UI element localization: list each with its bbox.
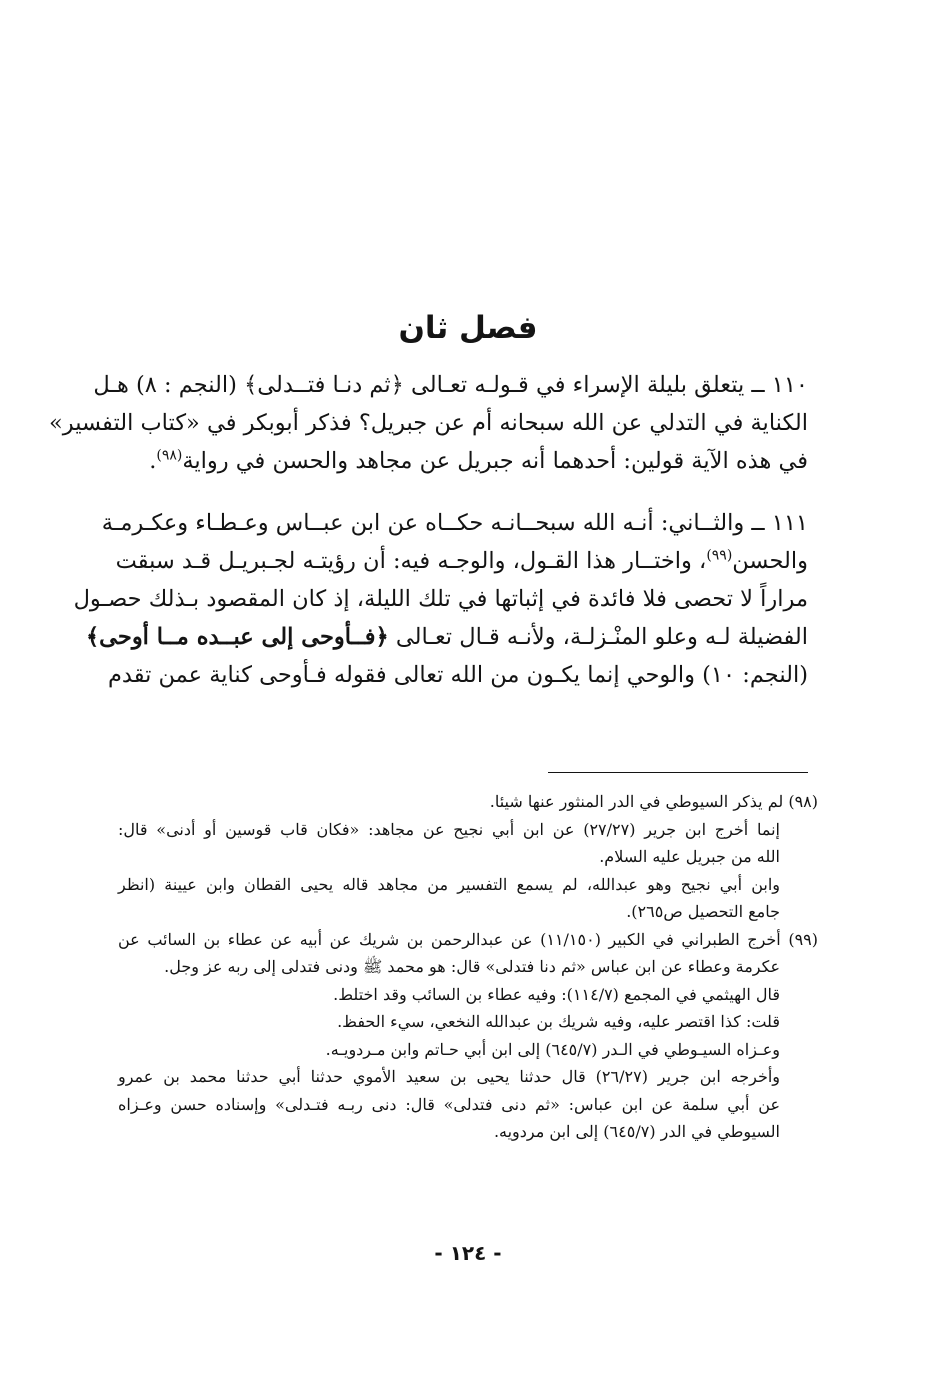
- paragraph-line: ١١٠ ــ يتعلق بليلة الإسراء في قـولـه تعـالى ﴿ثم دنـا فتــدلى﴾ (النجم : ٨) هـل: [93, 372, 808, 398]
- paragraph-line: ١١١ ــ والثــاني: أنـه الله سبحــانـه حكــاه عن ابن عبــاس وعـطـاء وعكـرمـة: [101, 510, 808, 536]
- footnote-ref-98: (٩٨): [156, 447, 183, 464]
- footnote-line: (٩٨) لم يذكر السيوطي في الدر المنثور عنها شيئا.: [489, 792, 818, 811]
- paragraph-line: الكناية في التدلي عن الله سبحانه أم عن جبريل؟ فذكر أبوبكر في «كتاب التفسير»: [49, 410, 808, 436]
- footnote-line: وابن أبي نجيح وهو عبدالله، لم يسمع التفسير من مجاهد قاله يحيى القطان وابن عيينة (انظر: [118, 874, 780, 894]
- footnote-line: (٩٩) أخرج الطبراني في الكبير (١١/١٥٠) عن عبدالرحمن بن شريك عن أبيه عن عطاء بن السائب عن: [118, 929, 819, 949]
- footnote-line: قال الهيثمي في المجمع (١١٤/٧): وفيه عطاء بن السائب وقد اختلط.: [333, 984, 780, 1004]
- paragraph-111: [73, 504, 808, 694]
- paragraph-text: في هذه الآية قولين: أحدهما أنه جبريل عن مجاهد والحسن في رواية: [182, 448, 808, 474]
- paragraph-end: .: [149, 448, 157, 474]
- page-number: - ١٢٤ -: [434, 1241, 502, 1265]
- quran-quote: ﴿فــأوحى إلى عبــده مــا أوحى﴾: [85, 624, 389, 650]
- paragraph-text: ، واختــار هذا القـول، والوجـه فيه: أن رؤيتـه لجـبريـل قـد سبقت: [115, 548, 707, 574]
- footnotes: [118, 788, 818, 1146]
- paragraph-text: الفضيلة لـه وعلو المنْـزلـة، ولأنـه قـال تعـالى: [395, 624, 808, 650]
- paragraph-line: [115, 542, 808, 580]
- footnote-line: وعـزاه السيـوطي في الـدر (٦٤٥/٧) إلى ابن أبي حـاتم وابن مـردويـه.: [325, 1039, 780, 1059]
- footnote-line: عن أبي سلمة عن ابن عباس: «ثم دنى فتدلى» قال: دنى ربـه فتـدلى» وإسناده حسن وعـزاه: [118, 1094, 780, 1114]
- footnote-line: إنما أخرج ابن جرير (٢٧/٢٧) عن ابن أبي نجيح عن مجاهد: «فكان قاب قوسين أو أدنى» قال:: [118, 819, 780, 839]
- footnote-line: السيوطي في الدر (٦٤٥/٧) إلى ابن مردويه.: [493, 1122, 780, 1141]
- footnote-line: الله من جبريل عليه السلام.: [599, 847, 780, 866]
- section-title: فصل ثان: [398, 310, 538, 346]
- footnote-divider: [548, 772, 808, 773]
- paragraph-line: مراراً لا تحصى فلا فائدة في إثباتها في تلك الليلة، إذ كان المقصود بـذلك حصـول: [73, 586, 808, 612]
- footnote-ref-99: (٩٩): [706, 547, 733, 564]
- footnote-line: وأخرجه ابن جرير (٢٦/٢٧) قال حدثنا يحيى بن سعيد الأموي حدثنا أبي حدثنا محمد بن عمرو: [118, 1067, 781, 1086]
- paragraph-line: (النجم: ١٠) والوحي إنما يكـون من الله تعالى فقوله فـأوحى كناية عمن تقدم: [107, 662, 808, 688]
- footnote-line: عكرمة وعطاء عن ابن عباس «ثم دنا فتدلى» قال: هو محمد ﷺ ودنى فتدلى إلى ربه عز وجل.: [164, 957, 780, 976]
- paragraph-text: والحسن: [732, 548, 808, 574]
- paragraph-110: [49, 366, 808, 480]
- paragraph-line: [85, 618, 808, 656]
- footnote-line: قلت: كذا اقتصر عليه، وفيه شريك بن عبدالله النخعي، سيء الحفظ.: [337, 1012, 780, 1031]
- paragraph-line: [128, 442, 808, 480]
- footnote-line: جامع التحصيل ص٢٦٥).: [626, 902, 780, 921]
